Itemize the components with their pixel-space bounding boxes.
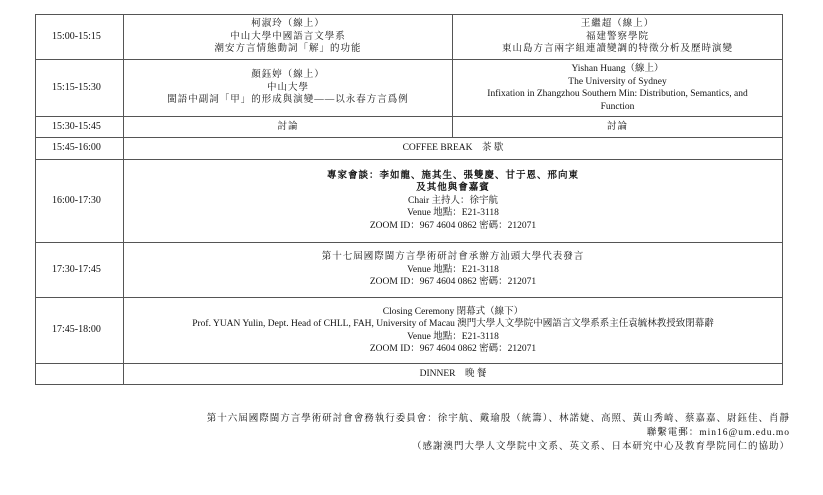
speaker-affiliation: 中山大學 bbox=[266, 82, 309, 93]
discussion-cell-right bbox=[453, 117, 783, 138]
speaker-name: 柯淑玲（線上） bbox=[251, 19, 325, 30]
speaker-name: 顏鈺婷（線上） bbox=[251, 70, 325, 81]
discussion-label: 討論 bbox=[277, 121, 299, 132]
thanks-line: （感謝澳門大學人文學院中文系、英文系、日本研究中心及教育學院同仁的協助） bbox=[411, 442, 790, 452]
closing-ceremony-title: Closing Ceremony 閉幕式（線下） bbox=[382, 306, 524, 317]
contact-line: 聯繫電郵：min16@um.edu.mo bbox=[646, 428, 790, 438]
table-row bbox=[36, 160, 783, 243]
zoom-info: ZOOM ID：967 4604 0862 密碼：212071 bbox=[369, 277, 537, 288]
talk-title: 東山島方言兩字組連讀變調的特徵分析及歷時演變 bbox=[501, 44, 733, 55]
dinner-label: DINNER 晚 餐 bbox=[419, 368, 487, 379]
time-cell: 15:30-15:45 bbox=[36, 117, 124, 138]
speaker-affiliation: 福建警察學院 bbox=[585, 31, 649, 42]
speaker-name: 王繼超（線上） bbox=[580, 19, 655, 30]
table-row bbox=[36, 15, 783, 60]
talk-title: 潮安方言情態動詞「解」的功能 bbox=[214, 44, 362, 55]
coffee-break-cell bbox=[124, 138, 783, 160]
time-cell: 17:30-17:45 bbox=[36, 243, 124, 298]
table-row bbox=[36, 298, 783, 364]
speaker-affiliation: 中山大學中國語言文學系 bbox=[230, 31, 346, 42]
talk-title: 閩語中副詞「甲」的形成與演變——以永春方言爲例 bbox=[167, 95, 409, 106]
discussion-label: 討論 bbox=[606, 121, 628, 132]
session-cell-left bbox=[124, 60, 453, 117]
time-cell: 15:45-16:00 bbox=[36, 138, 124, 160]
time-cell: 16:00-17:30 bbox=[36, 160, 124, 243]
discussion-cell-left bbox=[124, 117, 453, 138]
talk-title: Infixation in Zhangzhou Southern Min: Distribution, Semantics, and bbox=[487, 89, 748, 99]
table-row bbox=[36, 243, 783, 298]
chair: Chair 主持人：徐宇航 bbox=[408, 195, 498, 206]
time-cell: 15:00-15:15 bbox=[36, 15, 124, 60]
panel-cell bbox=[124, 160, 783, 243]
table-row bbox=[36, 117, 783, 138]
table-row bbox=[36, 364, 783, 385]
dinner-cell bbox=[124, 364, 783, 385]
talk-title-continued: Function bbox=[600, 101, 635, 112]
time-cell: 17:45-18:00 bbox=[36, 298, 124, 364]
footer bbox=[207, 412, 790, 454]
panel-title: 專家會談：李如龍、施其生、張雙慶、甘于恩、邢向東 bbox=[326, 170, 579, 181]
table-row bbox=[36, 60, 783, 117]
coffee-break-label: COFFEE BREAK 茶 歇 bbox=[402, 143, 504, 154]
zoom-info: ZOOM ID：967 4604 0862 密碼：212071 bbox=[369, 220, 537, 231]
session-cell-right bbox=[453, 60, 783, 117]
table-row bbox=[36, 138, 783, 160]
speaker-affiliation: The University of Sydney bbox=[568, 76, 667, 87]
schedule-table bbox=[35, 14, 783, 385]
host-speech-cell bbox=[124, 243, 783, 298]
time-cell bbox=[36, 364, 124, 385]
venue: Venue 地點：E21-3118 bbox=[407, 331, 499, 342]
speaker-name: Yishan Huang（線上） bbox=[571, 64, 664, 74]
session-cell-left bbox=[124, 15, 453, 60]
session-cell-right bbox=[453, 15, 783, 60]
venue: Venue 地點：E21-3118 bbox=[407, 264, 499, 275]
venue: Venue 地點：E21-3118 bbox=[407, 208, 499, 219]
closing-speaker: Prof. YUAN Yulin, Dept. Head of CHLL, FAH, University of Macau 澳門大學人文學院中國語言文學系系主任袁毓林教授致閉幕辭 bbox=[192, 319, 714, 329]
host-speech-title: 第十七屆國際閩方言學術研討會承辦方汕頭大學代表發言 bbox=[321, 252, 585, 263]
zoom-info: ZOOM ID：967 4604 0862 密碼：212071 bbox=[369, 344, 537, 354]
closing-ceremony-cell bbox=[124, 298, 783, 364]
committee-line: 第十六屆國際閩方言學術研討會會務執行委員會：徐宇航、戴瑜殷（統籌）、林諾婕、高照、黃山秀崎、蔡嘉嘉、尉鈺佳、肖靜 bbox=[206, 414, 790, 424]
panel-title-continued: 及其他與會嘉賓 bbox=[416, 183, 490, 194]
time-cell: 15:15-15:30 bbox=[36, 60, 124, 117]
